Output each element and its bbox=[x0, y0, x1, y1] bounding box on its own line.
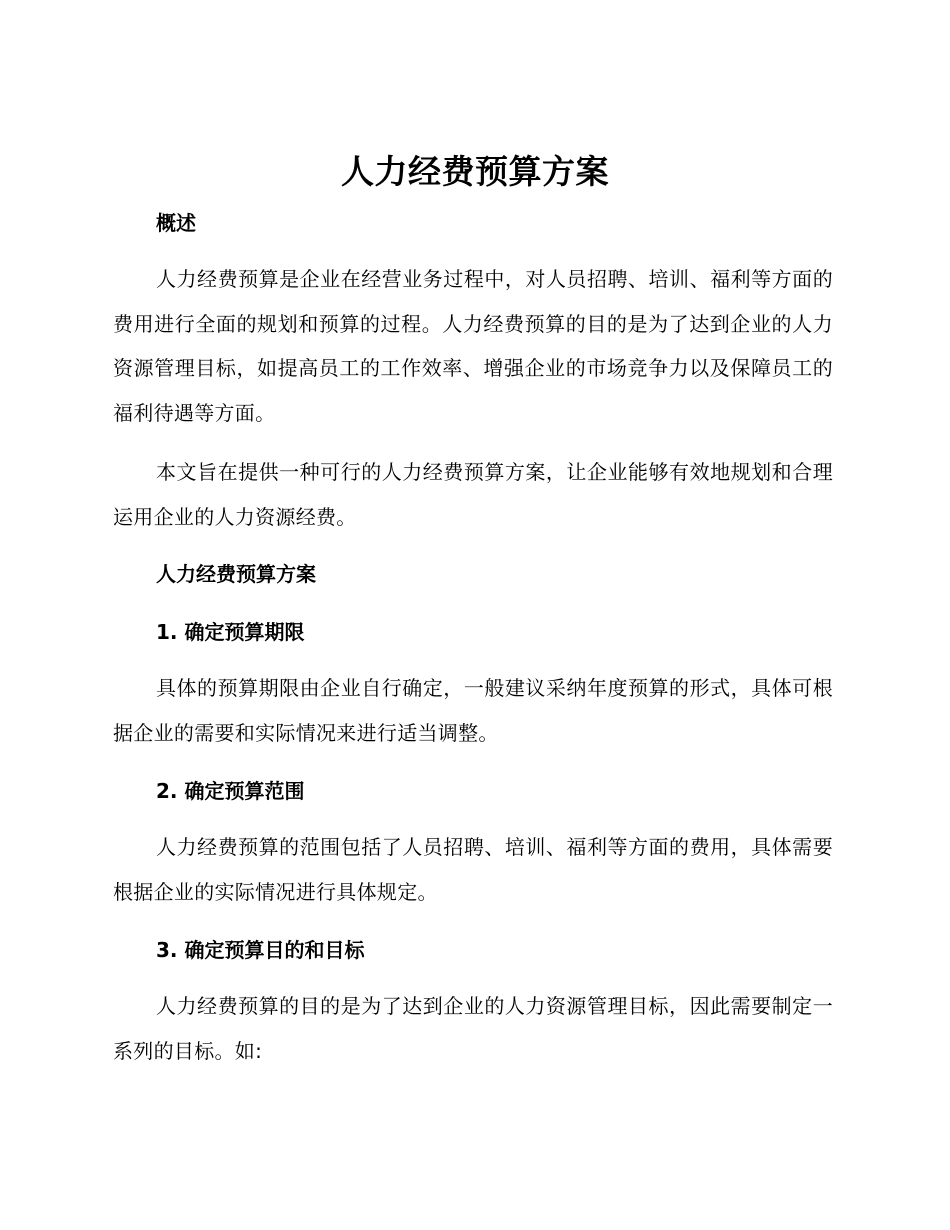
section-1-body: 具体的预算期限由企业自行确定，一般建议采纳年度预算的形式，具体可根据企业的需要和实际情况来进行适当调整。 bbox=[113, 676, 833, 745]
overview-heading: 概述 bbox=[156, 211, 196, 235]
section-3-body: 人力经费预算的目的是为了达到企业的人力资源管理目标，因此需要制定一系列的目标。如: bbox=[113, 994, 833, 1063]
document-title: 人力经费预算方案 bbox=[341, 152, 609, 191]
section-2-heading: 2. 确定预算范围 bbox=[156, 779, 305, 803]
section-3-heading: 3. 确定预算目的和目标 bbox=[156, 938, 365, 962]
section-2-body: 人力经费预算的范围包括了人员招聘、培训、福利等方面的费用，具体需要根据企业的实际情况进行具体规定。 bbox=[113, 835, 833, 904]
plan-heading: 人力经费预算方案 bbox=[156, 562, 316, 586]
overview-paragraph-2: 本文旨在提供一种可行的人力经费预算方案，让企业能够有效地规划和合理运用企业的人力资源经费。 bbox=[113, 460, 833, 529]
section-1-heading: 1. 确定预算期限 bbox=[156, 620, 305, 644]
overview-paragraph-1: 人力经费预算是企业在经营业务过程中，对人员招聘、培训、福利等方面的费用进行全面的规划和预算的过程。人力经费预算的目的是为了达到企业的人力资源管理目标，如提高员工的工作效率、增强企业的市场竞争力以及保障员工的福利待遇等方面。 bbox=[113, 267, 833, 426]
